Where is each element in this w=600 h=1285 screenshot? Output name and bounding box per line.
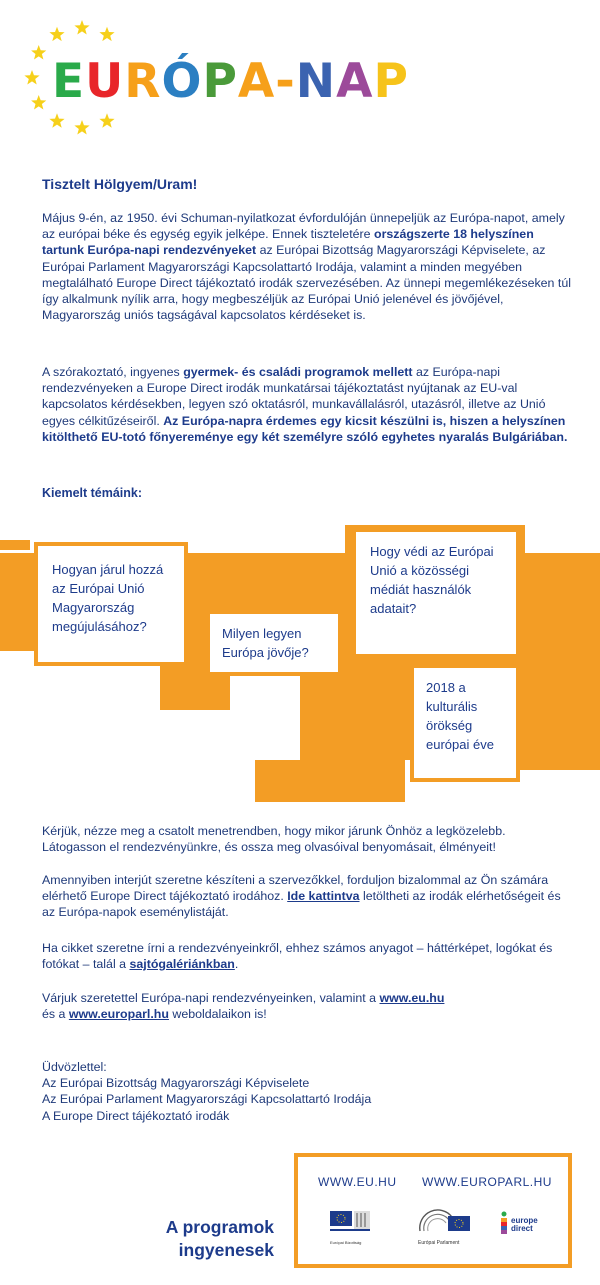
logo-letter: N: [295, 54, 337, 109]
logo-letter: A: [237, 54, 276, 109]
ep-label: Európai Parlament: [418, 1240, 460, 1246]
text: az Európa-napi rendezvényeken a Europe Direct irodák munkatársai tájékoztatást nyújtanak az EU-val kapcsolatos kérdésekben, legyen szó oktatásról, munkavállalásról, utazásról, illetve az Unió egyes célkitűzéseiről.: [42, 365, 546, 428]
topic-box-1: [34, 542, 188, 666]
footer-links-box: [294, 1153, 572, 1268]
orange-block: [0, 540, 30, 550]
europarl-hu-link[interactable]: www.europarl.hu: [68, 1007, 169, 1022]
footer-eu-hu-link[interactable]: WWW.EU.HU: [318, 1175, 397, 1189]
press-paragraph: [42, 940, 572, 972]
text: és a: [42, 1007, 69, 1022]
logo-letter: Ó: [161, 54, 203, 109]
logo-letter: R: [124, 54, 162, 109]
signature-line: Az Európai Parlament Magyarországi Kapcsolattartó Irodája: [42, 1092, 372, 1107]
text: Várjuk szeretettel Európa-napi rendezvényeinken, valamint a: [42, 991, 380, 1005]
star-shape: [74, 20, 89, 34]
star-shape: [49, 113, 64, 127]
europe-direct-label: [511, 1217, 538, 1233]
orange-block: [560, 580, 600, 640]
ec-building-icon: [330, 1209, 386, 1235]
slogan-line: ingyenesek: [178, 1240, 274, 1260]
star-shape: [31, 45, 46, 59]
text: az Európai Bizottság Magyarországi Képviselete, az Európai Parlament Magyarországi Kapcsolattartó Irodája, valamint a minden megyében megtalálható Europe Direct tájékoztató irodák szervezésében. Az ünnepi megemlékezéseken túl így alkalmunk nyílik arra, hogy megbeszéljük az Európai Unió jelenével és jövőjével, Magyarország uniós tagságával kapcsolatos kérdéseket is.: [42, 243, 571, 323]
interview-paragraph: [42, 872, 572, 921]
eu-hu-link[interactable]: www.eu.hu: [379, 991, 445, 1005]
star-shape: [31, 95, 46, 109]
star-shape: [99, 27, 114, 41]
header: [0, 0, 600, 150]
topic-box-2: [206, 610, 342, 676]
europe-direct-logo: [498, 1209, 548, 1243]
programs-paragraph: [42, 364, 572, 445]
schedule-paragraph: Kérjük, nézze meg a csatolt menetrendben, hogy mikor járunk Önhöz a legközelebb. Látogasson el rendezvényünkre, és ossza meg olvasóival benyomásait, élményeit!: [42, 824, 506, 855]
highlight-text: gyermek- és családi programok mellett: [183, 365, 413, 379]
press-gallery-link[interactable]: sajtógalériánkban: [129, 957, 235, 972]
logo-letter: U: [85, 54, 125, 109]
text: letöltheti az irodák elérhetőségeit és az Európa-napok eseménylistáját.: [42, 889, 561, 920]
signature-line: Az Európai Bizottság Magyarországi Képviselete: [42, 1076, 310, 1091]
ec-label: Európai Bizottság: [330, 1240, 362, 1245]
topic-text: Hogyan járul hozzá az Európai Unió Magyarország megújulásához?: [52, 562, 164, 634]
highlight-text: Az Európa-napra érdemes egy kicsit készülni is, hiszen a helyszínen kitölthető EU-totó főnyereménye egy két személyre szóló egyhetes nyaralás Bulgáriában.: [42, 413, 568, 444]
download-link[interactable]: Ide kattintva: [287, 889, 360, 904]
ed-label-line: direct: [511, 1224, 533, 1233]
orange-block: [255, 760, 405, 802]
ed-label-line: europe: [511, 1216, 538, 1225]
highlight-text: országszerte 18 helyszínen tartunk Európa-napi rendezvényeket: [42, 227, 534, 258]
orange-block: [520, 680, 600, 770]
topics-heading: Kiemelt témáink:: [42, 486, 143, 500]
star-shape: [99, 113, 114, 127]
text: weboldalaikon is!: [168, 1007, 267, 1022]
topic-box-4: [410, 664, 520, 782]
logo-letter: -: [275, 54, 296, 109]
logo-letter: A: [336, 54, 374, 109]
text: Ha cikket szeretne írni a rendezvényeinkről, ehhez számos anyagot – háttérképet, logókat és fotókat – talál a: [42, 941, 553, 972]
topic-text: 2018 a kulturális örökség európai éve: [426, 680, 494, 752]
signature: [42, 1059, 572, 1124]
text: .: [234, 957, 239, 972]
topic-box-3: [352, 528, 520, 658]
signature-line: Üdvözlettel:: [42, 1060, 107, 1074]
text: Amennyiben interjút szeretne készíteni a szervezőkkel, forduljon bizalommal az Ön számára elérhető Europe Direct tájékoztató irodához.: [42, 873, 549, 904]
logo-letter: P: [202, 54, 238, 109]
signature-line: A Europe Direct tájékoztató irodák: [42, 1108, 230, 1123]
european-commission-logo: [330, 1209, 386, 1243]
europe-direct-i-icon: [498, 1211, 510, 1237]
text: A szórakoztató, ingyenes: [42, 365, 184, 379]
logo-letter: P: [373, 54, 409, 109]
european-parliament-logo: [416, 1207, 478, 1247]
free-programs-slogan: [146, 1216, 274, 1262]
text: Május 9-én, az 1950. évi Schuman-nyilatkozat évfordulóján ünnepeljük az Európa-napot, amely az európai béke és egység egyik jelképe. Ennek tiszteletére: [42, 211, 565, 242]
star-shape: [24, 70, 39, 84]
star-shape: [49, 27, 64, 41]
logo-letter: E: [52, 54, 86, 109]
europa-nap-logo: [52, 52, 409, 112]
intro-paragraph: [42, 210, 572, 323]
greeting: Tisztelt Hölgyem/Uram!: [42, 176, 198, 192]
ep-hemicycle-icon: [416, 1207, 478, 1235]
topic-text: Milyen legyen Európa jövője?: [222, 626, 309, 660]
websites-paragraph: [42, 990, 572, 1022]
topic-text: Hogy védi az Európai Unió a közösségi médiát használók adatait?: [370, 544, 494, 616]
star-shape: [74, 120, 89, 134]
orange-block: [300, 690, 420, 760]
slogan-line: A programok: [165, 1217, 274, 1237]
footer-europarl-link[interactable]: WWW.EUROPARL.HU: [422, 1175, 552, 1189]
